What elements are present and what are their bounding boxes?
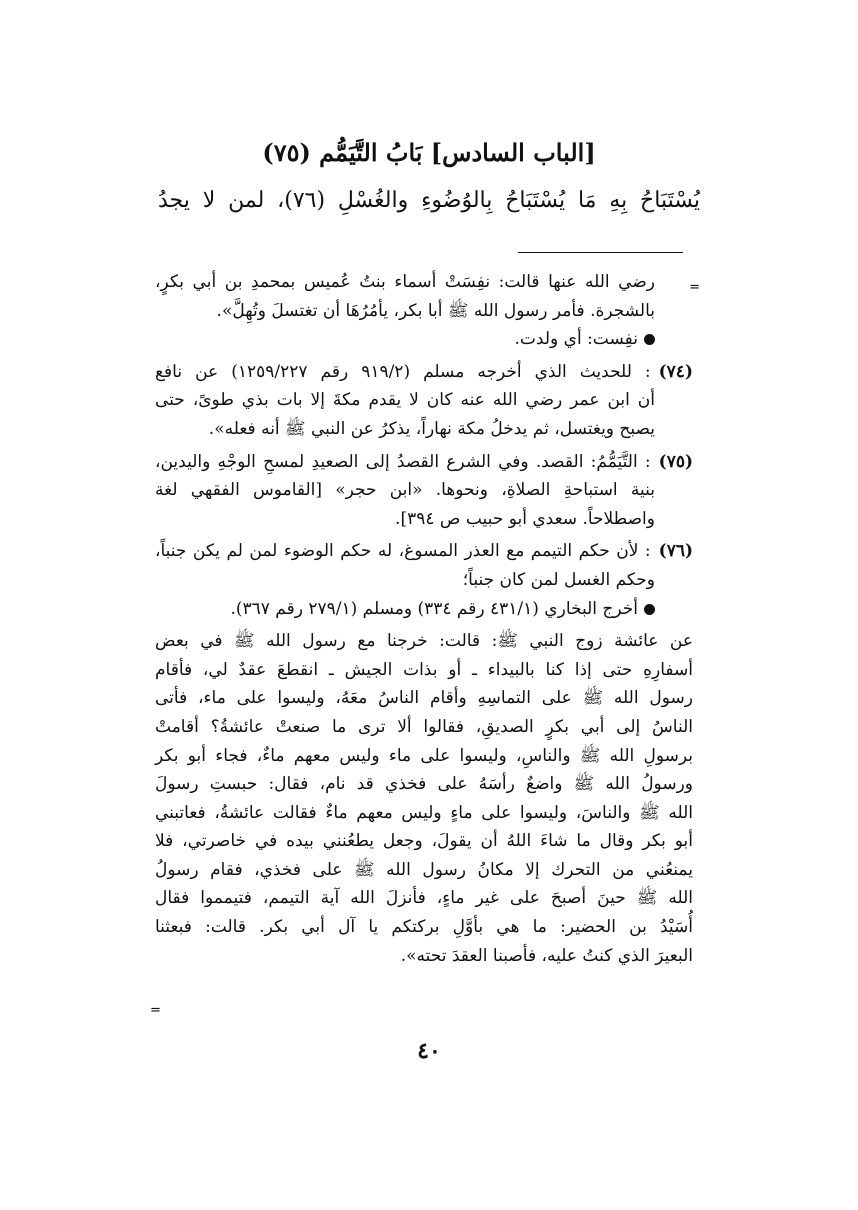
hadith-line: الله ﷺ حينَ أصبحَ على غير ماءٍ، فأنزلَ الله آية التيمم، فتيمموا فقال [155, 888, 693, 909]
footnote-text: : لأن حكم التيمم مع العذر المسوغ، له حكم الوضوء لمن لم يكن جنباً، [155, 541, 651, 562]
intro-line: يُسْتَبَاحُ بِهِ مَا يُسْتَبَاحُ بِالوُضُوءِ والغُسْلِ (٧٦)، لمن لا يجدُ [158, 188, 700, 213]
footnote-75 [155, 448, 693, 534]
footnote-number: (٧٥) [658, 451, 693, 472]
footnote-text: أخرج البخاري (٤٣١/١ رقم ٣٣٤) ومسلم (٢٧٩/١ رقم ٣٦٧). [230, 598, 638, 619]
footnote-text: : التَّيَمُّمُ: القصد. وفي الشرع القصدُ إلى الصعيدِ لمسحِ الوجْهِ واليدين، [155, 451, 651, 472]
footnote-line: وحكم الغسل لمن كان جنباً؛ [462, 569, 655, 590]
continued-footnote [155, 268, 693, 354]
footnote-text: : للحديث الذي أخرجه مسلم (٩١٩/٢ رقم ١٢٥٩/٢٢٧) عن نافع [155, 361, 651, 382]
footnote-line: بنية استباحةِ الصلاةِ، ونحوها. «ابن حجر» [القاموس الفقهي لغة [155, 480, 655, 501]
footnote-separator [518, 252, 683, 253]
footnote-line [155, 358, 693, 387]
footnote-line: بالشجرة. فأمر رسول الله ﷺ أبا بكر، يأمُرُهَا أن تغتسلَ وتُهِلَّ». [216, 300, 655, 321]
footnote-line: رضي الله عنها قالت: نفِسَتْ أسماء بنتُ عُميس بمحمدِ بن أبي بكرٍ، [155, 272, 655, 292]
hadith-line: رسول الله ﷺ على التماسِهِ وأقام الناسُ معَهُ، وليسوا على ماء، فأتى [155, 688, 693, 709]
footnotes-section [155, 268, 693, 974]
footnote-line: واصطلاحاً. سعدي أبو حبيب ص ٣٩٤]. [395, 508, 655, 529]
hadith-line: أبو بكر وقال ما شاءَ اللهُ أن يقولَ، وجعل يطعُنني بيده في خاصرتي، فلا [155, 831, 693, 852]
hadith-text [155, 627, 693, 970]
chapter-title: [الباب السادس] بَابُ التَّيَمُّم (٧٥) [262, 138, 596, 167]
hadith-line: البعيرَ الذي كنتُ عليه، فأصبنا العقدَ تحته». [400, 945, 693, 966]
bullet-icon [644, 604, 655, 615]
hadith-line: أُسَيْدُ بن الحضير: ما هي بأوَّلِ بركتكم يا آل أبي بكر. قالت: فبعثنا [155, 917, 693, 938]
hadith-line: أسفارِهِ حتى إذا كنا بالبيداء ـ أو بذات الجيش ـ انقطعَ عقدٌ لي، فأقام [155, 659, 693, 680]
footnote-text: نفِست: أي ولدت. [514, 329, 638, 350]
hadith-line: ورسولُ الله ﷺ واضعٌ رأسَهُ على فخذي قد نام، فقال: حبستِ رسولَ [155, 774, 693, 795]
footnote-line [155, 537, 693, 566]
footnote-number: (٧٤) [658, 361, 693, 382]
bullet-icon [644, 334, 655, 345]
continuation-marker: = [150, 1003, 161, 1018]
footnote-76 [155, 537, 693, 623]
hadith-line: عن عائشة زوج النبي ﷺ: قالت: خرجنا مع رسول الله ﷺ في بعض [155, 631, 693, 652]
hadith-source [155, 595, 693, 624]
footnote-line [155, 325, 655, 354]
footnote-line: يصبح ويغتسل، ثم يدخلُ مكة نهاراً، يذكرُ عن النبي ﷺ أنه فعله». [208, 418, 655, 439]
footnote-number: (٧٦) [658, 541, 693, 562]
hadith-line: برسولِ الله ﷺ والناسِ، وليسوا على ماء وليس معهم ماءٌ، فجاء أبو بكر [155, 745, 693, 766]
continuation-marker: = [689, 280, 700, 295]
page-number: ٤٠ [417, 1038, 441, 1064]
hadith-line: الناسُ إلى أبي بكرٍ الصديقِ، فقالوا ألا ترى ما صنعتْ عائشةُ؟ أقامتْ [155, 716, 693, 737]
footnote-line: أن ابن عمر رضي الله عنه كان لا يقدم مكةَ إلا بات بذي طوىً، حتى [155, 390, 655, 411]
hadith-line: يمنعُني من التحرك إلا مكانُ رسول الله ﷺ على فخذي، فقام رسولُ [155, 859, 693, 880]
hadith-line: الله ﷺ والناسَ، وليسوا على ماءٍ وليس معهم ماءٌ فقالت عائشةُ، فعاتبني [155, 802, 693, 823]
footnote-line [155, 448, 693, 477]
footnote-74 [155, 358, 693, 444]
